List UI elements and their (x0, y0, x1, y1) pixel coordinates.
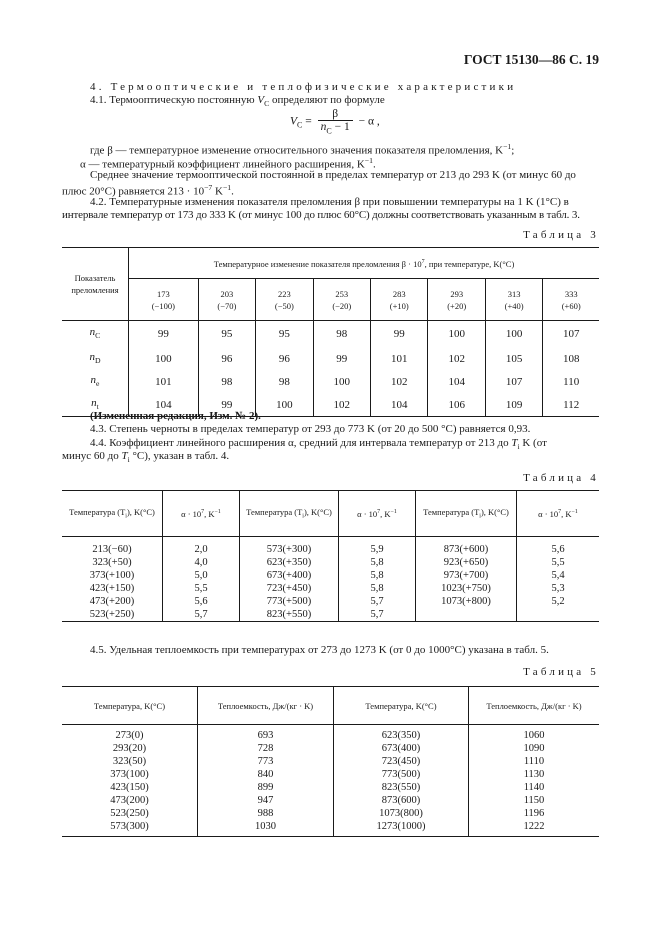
table-cell: 96 (198, 348, 255, 371)
table-cell: 104 (371, 394, 428, 417)
table-3-temp-header (371, 279, 428, 321)
table-4-col1-alpha (163, 537, 240, 622)
list-item: 573(300) (110, 821, 149, 832)
table-3-temp-header (313, 279, 370, 321)
table-cell: 104 (129, 394, 199, 417)
list-item: 1060 (523, 730, 545, 741)
table-4-col2-alpha (339, 537, 416, 622)
table-cell: 99 (198, 394, 255, 417)
list-item: 840 (257, 769, 274, 780)
row-symbol: $n_D$ (89, 350, 101, 366)
list-item: 1110 (523, 756, 545, 767)
table-3 (62, 247, 599, 417)
list-item: 523(+250) (89, 609, 135, 620)
row-symbol: $n_e$ (90, 373, 100, 389)
list-item: 623(+350) (266, 557, 312, 568)
list-item: 5,3 (551, 583, 565, 594)
table-cell: 108 (543, 348, 599, 371)
table-cell: 102 (313, 394, 370, 417)
table-cell: 102 (371, 371, 428, 394)
list-item: 423(+150) (89, 583, 135, 594)
list-item: 5,6 (194, 596, 208, 607)
list-item: 1073(+800) (441, 596, 491, 607)
list-item: 1150 (523, 795, 545, 806)
table-cell: 100 (428, 321, 485, 348)
table-4-h-temp-3: Температура $(T_i)$, K(°C) (416, 491, 517, 537)
table-cell: 107 (485, 371, 542, 394)
table-cell: 100 (313, 371, 370, 394)
table-cell: 98 (256, 371, 313, 394)
list-item: 947 (257, 795, 274, 806)
table-cell: 95 (256, 321, 313, 348)
list-item: 5,8 (370, 570, 384, 581)
list-item: 773(500) (381, 769, 421, 780)
temp-kelvin: 293 (450, 288, 464, 299)
list-item: 988 (257, 808, 274, 819)
list-item: 573(+300) (266, 544, 312, 555)
list-item: 773(+500) (266, 596, 312, 607)
table-cell: 99 (313, 348, 370, 371)
temp-kelvin: 173 (156, 288, 170, 299)
table-4-header-row (62, 491, 599, 537)
list-item: 323(+50) (92, 557, 132, 568)
temp-celsius: (+10) (389, 300, 409, 311)
list-item: 1090 (523, 743, 545, 754)
list-item: 473(+200) (89, 596, 135, 607)
table-4-col1-temps (62, 537, 163, 622)
temp-celsius: (+60) (561, 300, 581, 311)
table-5-header-row (62, 687, 599, 725)
table-4-caption: Таблица 4 (523, 472, 599, 484)
table-cell: 96 (256, 348, 313, 371)
table-cell: 101 (129, 371, 199, 394)
list-item: 899 (257, 782, 274, 793)
mean-line-1: Среднее значение термооптической постоянной в пределах температур от 213 до 293 K (от минус 60 до (90, 169, 576, 181)
temp-kelvin: 203 (220, 288, 234, 299)
list-item: 5,7 (194, 609, 208, 620)
mean-line-2: плюс 20°C) равняется $213 \cdot 10^{-7}$ $K^{-1}$. (62, 183, 234, 198)
list-item: 5,2 (551, 596, 565, 607)
table-3-row-header: Показатель преломления (62, 248, 129, 321)
table-5-h-temp-2: Температура, K(°C) (334, 687, 469, 725)
table-3-caption: Таблица 3 (523, 229, 599, 241)
list-item: 773 (257, 756, 274, 767)
list-item: 373(+100) (89, 570, 135, 581)
list-item: 673(+400) (266, 570, 312, 581)
paragraph-4-3: 4.3. Степень черноты в пределах температур от 293 до 773 K (от 20 до 500 °C) равняется 0,93. (90, 423, 531, 435)
list-item: 423(150) (110, 782, 149, 793)
where-beta: где β — температурное изменение относительного значения показателя преломления, $K^{-1}$; (90, 142, 515, 157)
table-4-col2-temps (240, 537, 339, 622)
table-4-h-alpha-3: $\alpha \cdot 10^7$, $K^{-1}$ (517, 491, 600, 537)
table-3-temp-header-row (62, 279, 599, 321)
list-item: 273(0) (115, 730, 144, 741)
formula-fraction: $\frac{\beta}{n_C - 1}$ (318, 108, 353, 135)
table-cell: 104 (428, 371, 485, 394)
list-item: 1196 (523, 808, 545, 819)
list-item: 693 (257, 730, 274, 741)
table-3-temp-header (543, 279, 599, 321)
table-4-col3-temps (416, 537, 517, 622)
table-cell: 105 (485, 348, 542, 371)
table-4-h-temp-1: Температура $(T_i)$, K(°C) (69, 507, 155, 520)
temp-celsius: (+20) (447, 300, 467, 311)
table-5-h-heat-2: Теплоемкость, Дж/(кг · K) (469, 687, 600, 725)
list-item: 1222 (523, 821, 545, 832)
list-item: 823(+550) (266, 609, 312, 620)
table-cell: 100 (485, 321, 542, 348)
temp-celsius: (+40) (504, 300, 524, 311)
list-item: 1273(1000) (376, 821, 426, 832)
list-item: 623(350) (381, 730, 421, 741)
list-item: 5,5 (194, 583, 208, 594)
list-item: 673(400) (381, 743, 421, 754)
table-3-temp-header (485, 279, 542, 321)
table-4-h-temp-2: Температура $(T_i)$, K(°C) (240, 491, 339, 537)
table-cell: 107 (543, 321, 599, 348)
list-item: 293(20) (112, 743, 147, 754)
list-item: 973(+700) (443, 570, 489, 581)
table-cell: 112 (543, 394, 599, 417)
formula: $V_C$ = $\frac{\beta}{n_C - 1}$ − α , (290, 108, 380, 136)
table-4 (62, 490, 599, 622)
table-cell: 100 (129, 348, 199, 371)
table-row (62, 321, 599, 348)
list-item: 728 (257, 743, 274, 754)
list-item: 5,4 (551, 570, 565, 581)
where-alpha: α — температурный коэффициент линейного расширения, $K^{-1}$. (80, 156, 376, 171)
list-item: 873(+600) (443, 544, 489, 555)
table-cell: 99 (371, 321, 428, 348)
list-item: 373(100) (110, 769, 149, 780)
table-4-h-alpha-2: $\alpha \cdot 10^7$, $K^{-1}$ (339, 491, 416, 537)
table-cell: 106 (428, 394, 485, 417)
table-5-col2-heat (469, 725, 600, 837)
table-3-temp-header (129, 279, 199, 321)
page-header: ГОСТ 15130—86 С. 19 (463, 52, 599, 67)
table-5-col1-heat (198, 725, 334, 837)
list-item: 723(+450) (266, 583, 312, 594)
table-cell: 110 (543, 371, 599, 394)
table-5-col1-temps (62, 725, 198, 837)
paragraph-4-1: 4.1. Термооптическую постоянную $V_C$ определяют по формуле (90, 94, 385, 109)
table-4-h-alpha-1: $\alpha \cdot 10^7$, $K^{-1}$ (163, 491, 240, 537)
row-symbol: $n_C$ (89, 326, 101, 341)
row-symbol: $n_t$ (91, 396, 99, 411)
list-item: 823(550) (381, 782, 421, 793)
list-item: 5,0 (194, 570, 208, 581)
list-item: 1140 (523, 782, 545, 793)
temp-kelvin: 253 (335, 288, 349, 299)
table-cell: 102 (428, 348, 485, 371)
list-item: 473(200) (110, 795, 149, 806)
paragraph-4-5: 4.5. Удельная теплоемкость при температурах от 273 до 1273 K (от 0 до 1000°C) указана в табл. 5. (90, 644, 549, 656)
table-cell: 101 (371, 348, 428, 371)
list-item: 5,9 (370, 544, 384, 555)
list-item: 723(450) (381, 756, 421, 767)
list-item: 323(50) (112, 756, 147, 767)
temp-celsius: (−70) (217, 300, 237, 311)
table-5 (62, 686, 599, 837)
table-cell: 99 (129, 321, 199, 348)
table-3-group-header-row (62, 248, 599, 279)
temp-kelvin: 223 (277, 288, 291, 299)
table-5-h-heat-1: Теплоемкость, Дж/(кг · K) (198, 687, 334, 725)
paragraph-4-2-line-1: 4.2. Температурные изменения показателя преломления β при повышении температуры на 1 K (1°C) в (90, 196, 569, 208)
list-item: 923(+650) (443, 557, 489, 568)
list-item: 1130 (523, 769, 545, 780)
section-heading: 4. Термооптические и теплофизические характеристики (90, 81, 517, 93)
table-3-group-header: Температурное изменение показателя преломления $\beta \cdot 10^7$, при температуре, K(°C) (129, 248, 600, 279)
paragraph-4-4-line-2: минус 60 до $T_i$ °C), указан в табл. 4. (62, 450, 230, 465)
table-cell: 109 (485, 394, 542, 417)
table-3-temp-header (256, 279, 313, 321)
table-4-col3-alpha (517, 537, 600, 622)
list-item: 4,0 (194, 557, 208, 568)
table-3-temp-header (428, 279, 485, 321)
list-item: 213(−60) (92, 544, 132, 555)
list-item: 5,6 (551, 544, 565, 555)
table-5-caption: Таблица 5 (523, 666, 599, 678)
list-item: 1023(+750) (441, 583, 491, 594)
list-item: 5,5 (551, 557, 565, 568)
table-4-data-row (62, 537, 599, 622)
table-row (62, 348, 599, 371)
list-item: 2,0 (194, 544, 208, 555)
edit-note: (Измененная редакция, Изм. № 2). (90, 410, 261, 422)
temp-kelvin: 333 (564, 288, 578, 299)
list-item: 1030 (255, 821, 276, 832)
temp-celsius: (−100) (151, 300, 175, 311)
table-5-col2-temps (334, 725, 469, 837)
paragraph-4-2-line-2: интервале температур от 173 до 333 K (от минус 100 до плюс 60°C) должны соответствовать указанным в табл. 3. (62, 209, 580, 221)
temp-kelvin: 283 (392, 288, 406, 299)
paragraph-4-4-line-1: 4.4. Коэффициент линейного расширения α, средний для интервала температур от 213 до $T_i$ K (от (90, 437, 547, 452)
table-cell: 98 (313, 321, 370, 348)
list-item: 5,7 (370, 596, 384, 607)
list-item: 5,8 (370, 557, 384, 568)
table-3-temp-header (198, 279, 255, 321)
table-cell: 95 (198, 321, 255, 348)
table-5-data-row (62, 725, 599, 837)
list-item: 5,7 (370, 609, 384, 620)
list-item: 1073(800) (379, 808, 423, 819)
table-row (62, 371, 599, 394)
table-3-body (62, 321, 599, 417)
table-5-h-temp-1: Температура, K(°C) (93, 700, 166, 711)
temp-kelvin: 313 (507, 288, 521, 299)
temp-celsius: (−50) (274, 300, 294, 311)
list-item: 5,8 (370, 583, 384, 594)
temp-celsius: (−20) (332, 300, 352, 311)
list-item: 873(600) (381, 795, 421, 806)
table-cell: 98 (198, 371, 255, 394)
list-item: 523(250) (110, 808, 149, 819)
table-cell: 100 (256, 394, 313, 417)
